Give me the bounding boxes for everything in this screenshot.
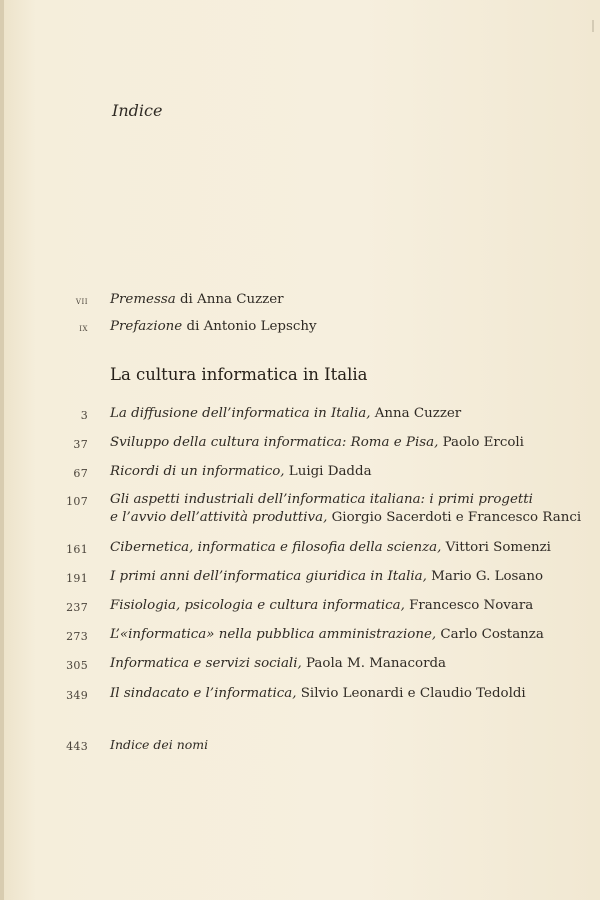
page-number: 3 bbox=[80, 409, 88, 422]
page-number: 107 bbox=[66, 495, 88, 508]
entry-author: Paola M. Manacorda bbox=[301, 656, 447, 671]
page-number: 191 bbox=[66, 572, 88, 585]
page-number: 349 bbox=[66, 689, 88, 702]
toc-entry bbox=[110, 463, 372, 481]
entry-title: L’«informatica» nella pubblica amministrazione, bbox=[110, 627, 437, 642]
toc-entry bbox=[110, 318, 317, 336]
entry-author: di Antonio Lepschy bbox=[182, 319, 317, 334]
section-title: La cultura informatica in Italia bbox=[110, 365, 368, 384]
page-number: 161 bbox=[66, 543, 88, 556]
page-corner-mark bbox=[592, 20, 594, 32]
entry-author: Giorgio Sacerdoti e Francesco Ranci bbox=[327, 510, 582, 525]
entry-author: Carlo Costanza bbox=[436, 627, 544, 642]
toc-entry bbox=[110, 405, 461, 423]
entry-title: Informatica e servizi sociali, bbox=[110, 656, 302, 671]
toc-entry-line-1 bbox=[110, 491, 533, 509]
entry-author: Anna Cuzzer bbox=[370, 406, 462, 421]
entry-title: Fisiologia, psicologia e cultura informatica, bbox=[110, 598, 405, 613]
page-binding-edge bbox=[0, 0, 4, 900]
page-number: 67 bbox=[73, 467, 88, 480]
entry-author: Mario G. Losano bbox=[426, 569, 544, 584]
toc-entry bbox=[110, 291, 284, 309]
page-number: 273 bbox=[66, 630, 88, 643]
entry-title: Sviluppo della cultura informatica: Roma e Pisa, bbox=[110, 435, 439, 450]
toc-entry bbox=[110, 655, 446, 673]
entry-author: di Anna Cuzzer bbox=[175, 292, 284, 307]
page-title: Indice bbox=[112, 101, 163, 120]
entry-author: Vittori Somenzi bbox=[441, 540, 551, 555]
page-number: 305 bbox=[66, 659, 88, 672]
entry-title: Cibernetica, informatica e filosofia della scienza, bbox=[110, 540, 442, 555]
toc-entry-line-2 bbox=[110, 509, 581, 527]
entry-title: Premessa bbox=[110, 292, 176, 307]
entry-title: La diffusione dell’informatica in Italia, bbox=[110, 406, 371, 421]
toc-entry bbox=[110, 434, 524, 452]
entry-title: Indice dei nomi bbox=[110, 737, 209, 752]
entry-title: Ricordi di un informatico, bbox=[110, 464, 285, 479]
toc-entry bbox=[110, 626, 544, 644]
toc-entry bbox=[110, 685, 526, 703]
toc-entry bbox=[110, 736, 208, 754]
toc-entry bbox=[110, 568, 543, 586]
toc-entry bbox=[110, 539, 551, 557]
page-number: 37 bbox=[73, 438, 88, 451]
entry-author: Silvio Leonardi e Claudio Tedoldi bbox=[296, 686, 526, 701]
entry-title: Gli aspetti industriali dell’informatica italiana: i primi progetti bbox=[110, 492, 533, 507]
toc-entry bbox=[110, 597, 533, 615]
entry-author: Paolo Ercoli bbox=[438, 435, 524, 450]
entry-title: Il sindacato e l’informatica, bbox=[110, 686, 297, 701]
page-number: 237 bbox=[66, 601, 88, 614]
page-number: 443 bbox=[66, 740, 88, 753]
entry-author: Luigi Dadda bbox=[284, 464, 372, 479]
entry-title: Prefazione bbox=[110, 319, 183, 334]
entry-title: I primi anni dell’informatica giuridica in Italia, bbox=[110, 569, 427, 584]
page-number: ix bbox=[79, 323, 88, 334]
entry-author: Francesco Novara bbox=[404, 598, 534, 613]
entry-title: e l’avvio dell’attività produttiva, bbox=[110, 510, 328, 525]
page-number: vii bbox=[75, 296, 88, 307]
